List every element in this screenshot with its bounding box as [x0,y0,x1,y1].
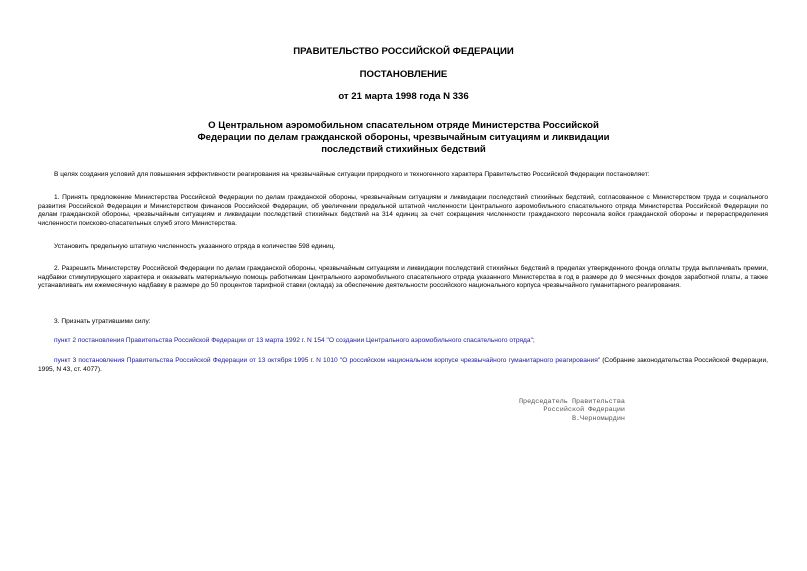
signature-block [470,398,625,423]
repeal-link-1[interactable]: пункт 2 постановления Правительства Российской Федерации от 13 марта 1992 г. N 154 "О создании Центрального аэромобильного спасательного отряда"; [54,337,535,344]
repeal-link-2[interactable]: пункт 3 постановления Правительства Российской Федерации от 13 октября 1995 г. N 1010 "О российском национальном корпусе чрезвычайного гуманитарного реагирования" [54,357,601,364]
repeal-item-1 [38,337,768,346]
header-date-number: от 21 марта 1998 года N 336 [338,91,469,102]
document-title: О Центральном аэромобильном спасательном отряде Министерства Российской Федерации по делам гражданской обороны, чрезвычайным ситуациям и ликвидации последствий стихийных бедствий [197,120,610,156]
signature-line-1: Председатель Правительства [518,398,625,406]
intro-paragraph: В целях создания условий для повышения эффективности реагирования на чрезвычайные ситуации природного и техногенного характера Правительство Российской Федерации постановляет: [54,171,650,178]
repeal-item-2-source: (Собрание законодательства Российской Федерации, 1995, N 43, ст. 4077). [38,357,768,373]
item-2-paragraph: 2. Разрешить Министерству Российской Федерации по делам гражданской обороны, чрезвычайным ситуациям и ликвидации последствий стихийных бедствий в пределах утвержденного фонда оплаты труда выплачивать премии, надбавки стимулирующего характера и оказывать материальную помощь работникам Центрального аэромобильного спасательного отряда указанного Министерства в год в размере до 9 месячных фондов заработной платы, а также устанавливать им ежемесячную надбавку в размере до 50 процентов тарифной ставки (оклада) за обеспечение деятельности российского национального корпуса чрезвычайного гуманитарного реагирования. [38,265,768,290]
header-government: ПРАВИТЕЛЬСТВО РОССИЙСКОЙ ФЕДЕРАЦИИ [293,46,514,57]
signature-line-2: Российской Федерации [543,406,625,415]
item-3-paragraph: 3. Признать утратившими силу: [54,318,151,325]
item-1-staff-paragraph: Установить предельную штатную численность указанного отряда в количестве 598 единиц. [54,243,336,250]
header-doc-type: ПОСТАНОВЛЕНИЕ [359,69,448,80]
item-1-paragraph: 1. Принять предложение Министерства Российской Федерации по делам гражданской обороны, чрезвычайным ситуациям и ликвидации последствий стихийных бедствий, согласованное с Министерством труда и социального развития Российской Федерации и Министерством финансов Российской Федерации, об увеличении предельной штатной численности Центрального аэромобильного спасательного отряда Министерства Российской Федерации по делам гражданской обороны, чрезвычайным ситуациям и ликвидации последствий стихийных бедствий на 314 единиц за счет сокращения численности гражданского персонала войск гражданской обороны и перераспределения численности поисково-спасательных служб этого Министерства. [38,194,768,228]
repeal-item-2 [38,357,768,374]
signature-line-3: В.Черномырдин [571,414,625,423]
